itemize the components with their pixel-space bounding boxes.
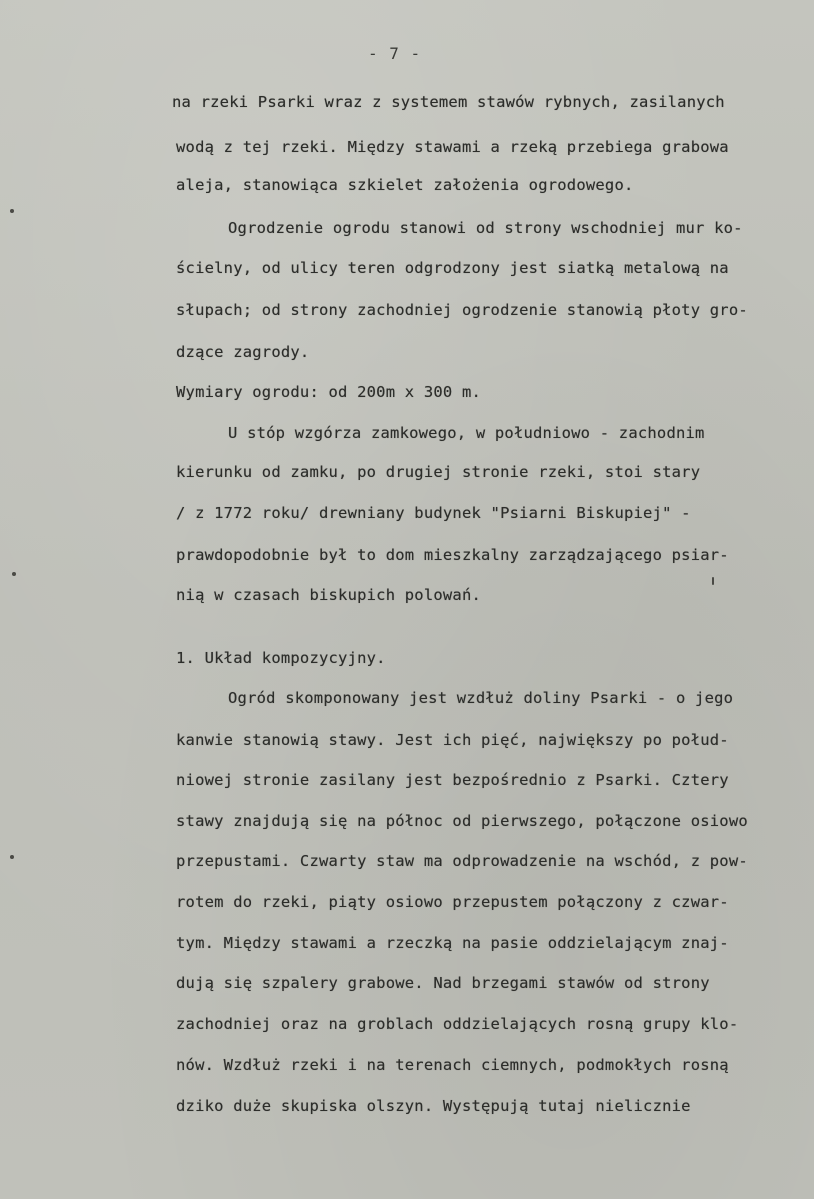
text-line-12: prawdopodobnie był to dom mieszkalny zarządzającego psiar-: [176, 546, 729, 564]
text-line-1: na rzeki Psarki wraz z systemem stawów rybnych, zasilanych: [172, 93, 725, 111]
text-line-22: zachodniej oraz na groblach oddzielających rosną grupy klo-: [176, 1015, 739, 1033]
text-line-14: Ogród skomponowany jest wzdłuż doliny Psarki - o jego: [228, 689, 734, 707]
text-line-24: dziko duże skupiska olszyn. Występują tutaj nielicznie: [176, 1097, 691, 1115]
text-line-17: stawy znajdują się na północ od pierwszego, połączone osiowo: [176, 812, 748, 830]
text-line-8: Wymiary ogrodu: od 200m x 300 m.: [176, 383, 482, 401]
text-line-19: rotem do rzeki, piąty osiowo przepustem połączony z czwar-: [176, 893, 729, 911]
text-line-11: / z 1772 roku/ drewniany budynek "Psiarni Biskupiej" -: [176, 504, 691, 522]
margin-speck: [12, 572, 16, 576]
ink-mark: [712, 577, 714, 585]
text-line-5: ścielny, od ulicy teren odgrodzony jest siatką metalową na: [176, 259, 729, 277]
page-number: - 7 -: [368, 44, 422, 63]
text-line-4: Ogrodzenie ogrodu stanowi od strony wschodniej mur ko-: [228, 219, 743, 237]
section-heading: 1. Układ kompozycyjny.: [176, 649, 386, 667]
text-line-9: U stóp wzgórza zamkowego, w południowo - zachodnim: [228, 424, 705, 442]
text-line-15: kanwie stanowią stawy. Jest ich pięć, największy po połud-: [176, 731, 729, 749]
margin-speck: [10, 855, 14, 859]
text-line-7: dzące zagrody.: [176, 343, 310, 361]
margin-speck: [10, 209, 14, 213]
text-line-23: nów. Wzdłuż rzeki i na terenach ciemnych, podmokłych rosną: [176, 1056, 729, 1074]
text-line-6: słupach; od strony zachodniej ogrodzenie stanowią płoty gro-: [176, 301, 748, 319]
text-line-21: dują się szpalery grabowe. Nad brzegami stawów od strony: [176, 974, 710, 992]
text-line-16: niowej stronie zasilany jest bezpośrednio z Psarki. Cztery: [176, 771, 729, 789]
text-line-3: aleja, stanowiąca szkielet założenia ogrodowego.: [176, 176, 634, 194]
text-line-13: nią w czasach biskupich polowań.: [176, 586, 482, 604]
text-line-10: kierunku od zamku, po drugiej stronie rzeki, stoi stary: [176, 463, 701, 481]
text-line-20: tym. Między stawami a rzeczką na pasie oddzielającym znaj-: [176, 934, 729, 952]
text-line-2: wodą z tej rzeki. Między stawami a rzeką przebiega grabowa: [176, 138, 729, 156]
text-line-18: przepustami. Czwarty staw ma odprowadzenie na wschód, z pow-: [176, 852, 748, 870]
